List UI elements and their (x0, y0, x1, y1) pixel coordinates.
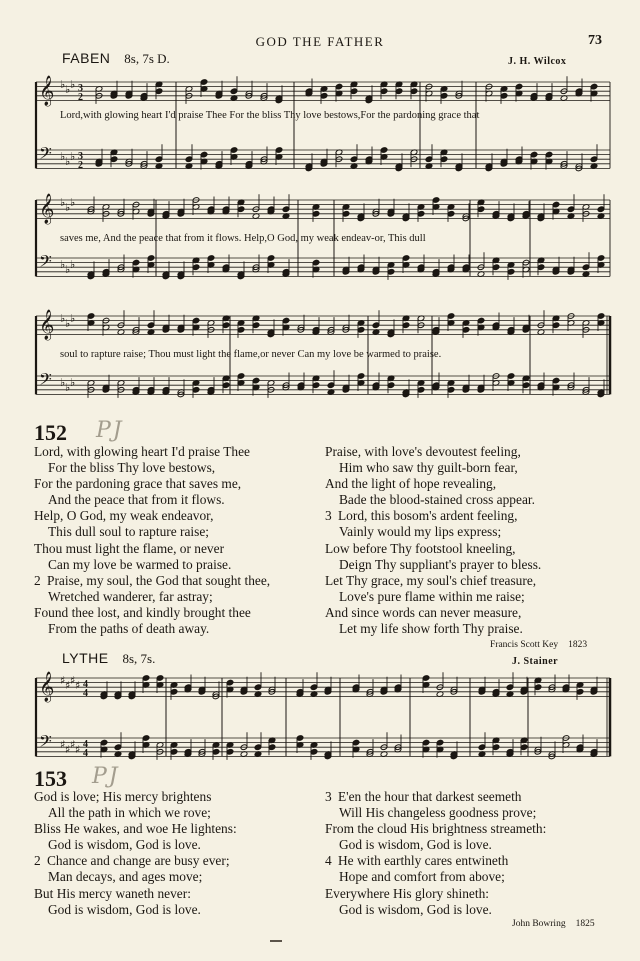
verse-line (325, 886, 546, 902)
music-system-3 (0, 308, 640, 418)
svg-text:♭: ♭ (65, 381, 71, 394)
svg-text:2: 2 (78, 92, 83, 103)
verse-number: 3 (325, 508, 332, 524)
tune-heading-lythe (62, 650, 155, 667)
verse-text: Bliss He wakes, and woe He lightens: (34, 821, 237, 837)
svg-text:3: 3 (78, 151, 83, 162)
svg-text:♭: ♭ (60, 376, 66, 389)
tune-meter: 8s, 7s D. (124, 51, 170, 66)
verse-line (325, 805, 546, 821)
pencil-annotation: PJ (96, 418, 124, 443)
verse-text: Let Thy grace, my soul's chief treasure, (325, 572, 537, 588)
svg-text:♭: ♭ (65, 155, 71, 168)
verse-text: But His mercy waneth never: (34, 885, 191, 901)
verse-text: Will His changeless goodness prove; (339, 805, 537, 821)
svg-text:♭: ♭ (60, 312, 66, 325)
svg-text:♭: ♭ (70, 312, 76, 325)
verse-line (325, 605, 541, 621)
svg-text:♯: ♯ (60, 738, 66, 751)
running-head: GOD THE FATHER (255, 34, 385, 49)
verse-number: 4 (325, 853, 332, 869)
verse-text: And since words can never measure, (325, 604, 522, 620)
svg-text:♭: ♭ (70, 150, 76, 163)
svg-text:♭: ♭ (65, 263, 71, 276)
verse-text: Lord, this bosom's ardent feeling, (338, 508, 518, 524)
verse-line (325, 476, 541, 492)
verse-text: God is wisdom, God is love. (339, 901, 492, 917)
verse-line (34, 444, 270, 460)
svg-text:♭: ♭ (70, 258, 76, 271)
page-mark (270, 940, 282, 942)
verse-line (325, 557, 541, 573)
svg-text:♯: ♯ (60, 674, 66, 687)
verse-text: God is wisdom, God is love. (339, 837, 492, 853)
verse-line (325, 573, 541, 589)
verse-line (325, 460, 541, 476)
svg-text:♭: ♭ (60, 258, 66, 271)
verse-text: Chance and change are busy ever; (47, 853, 230, 869)
hymn-number-153: 153 (34, 766, 67, 791)
svg-text:𝄞: 𝄞 (39, 672, 55, 702)
verse-number: 2 (34, 572, 41, 588)
verse-line (34, 557, 270, 573)
svg-text:♯: ♯ (70, 738, 76, 751)
verse-line (34, 789, 237, 805)
verse-text: And the light of hope revealing, (325, 476, 497, 492)
verse-line (34, 524, 270, 540)
svg-text:4: 4 (83, 688, 88, 699)
verse-number: 3 (325, 789, 332, 804)
svg-text:♭: ♭ (65, 317, 71, 330)
verse-line (325, 869, 546, 885)
verse-text: And the peace that from it flows. (48, 492, 225, 508)
verse-line (325, 444, 541, 460)
verse-line (34, 902, 237, 918)
verse-line (34, 621, 270, 637)
verse-line (34, 869, 237, 885)
verse-line (325, 508, 541, 524)
verse-text: Deign Thy suppliant's prayer to bless. (339, 556, 542, 572)
verse-text: From the paths of death away. (48, 621, 210, 637)
verse-text: Hope and comfort from above; (339, 869, 505, 885)
svg-text:♭: ♭ (60, 78, 66, 91)
verse-line (34, 821, 237, 837)
underlay-line-1: Lord,with glowing heart I'd praise Thee For the bliss Thy love bestows,For the pardoning grace that (60, 110, 480, 121)
svg-text:♭: ♭ (60, 150, 66, 163)
verse-line (34, 886, 237, 902)
verse-text: For the pardoning grace that saves me, (34, 476, 242, 492)
verse-text: Thou must light the flame, or never (34, 540, 225, 556)
verse-line (325, 621, 541, 637)
composer-credit: J. Stainer (512, 656, 559, 667)
verse-text: Everywhere His glory shineth: (325, 885, 489, 901)
svg-text:♭: ♭ (60, 196, 66, 209)
hymn-152-verses-left (34, 444, 270, 637)
svg-text:2: 2 (78, 160, 83, 171)
verse-line (34, 460, 270, 476)
svg-text:♯: ♯ (75, 679, 81, 692)
svg-text:♭: ♭ (70, 196, 76, 209)
verse-text: From the cloud His brightness streameth: (325, 821, 547, 837)
tune-meter: 8s, 7s. (122, 651, 156, 666)
verse-line (34, 837, 237, 853)
verse-number: 2 (34, 853, 41, 869)
verse-text: Wretched wanderer, far astray; (48, 588, 213, 604)
tune-heading-faben (62, 50, 170, 67)
verse-text: E'en the hour that darkest seemeth (338, 789, 522, 804)
verse-line (34, 541, 270, 557)
verse-text: Love's pure flame within me raise; (339, 588, 525, 604)
verse-line (325, 821, 546, 837)
verse-text: Help, O God, my weak endeavor, (34, 508, 214, 524)
verse-text: He with earthly cares entwineth (338, 853, 509, 869)
svg-text:♭: ♭ (70, 78, 76, 91)
hymn-152-verses-right (325, 444, 541, 637)
svg-text:𝄢: 𝄢 (39, 143, 52, 167)
svg-text:𝄞: 𝄞 (39, 310, 55, 340)
verse-text: Him who saw thy guilt-born fear, (339, 460, 518, 476)
page-number: 73 (588, 33, 602, 48)
verse-line (34, 853, 237, 869)
verse-line (325, 524, 541, 540)
composer-credit: J. H. Wilcox (508, 56, 567, 67)
verse-line (325, 789, 546, 805)
svg-text:♯: ♯ (65, 743, 71, 756)
music-system-1 (0, 70, 640, 180)
svg-text:𝄢: 𝄢 (39, 369, 52, 393)
verse-text: Vainly would my lips express; (339, 524, 502, 540)
verse-line (34, 492, 270, 508)
verse-text: For the bliss Thy love bestows, (48, 460, 216, 476)
svg-text:𝄞: 𝄞 (39, 76, 55, 106)
svg-text:4: 4 (83, 748, 88, 759)
verse-line (34, 605, 270, 621)
author-name: John Bowring (512, 919, 566, 929)
pencil-annotation: PJ (92, 764, 120, 789)
verse-text: Praise, with love's devoutest feeling, (325, 444, 521, 459)
verse-line (34, 573, 270, 589)
hymn-number-152: 152 (34, 420, 67, 445)
verse-text: Let my life show forth Thy praise. (339, 621, 523, 637)
verse-text: God is wisdom, God is love. (48, 837, 201, 853)
verse-text: God is wisdom, God is love. (48, 901, 201, 917)
svg-text:♭: ♭ (65, 83, 71, 96)
svg-text:𝄞: 𝄞 (39, 194, 55, 224)
verse-text: Found thee lost, and kindly brought thee (34, 604, 251, 620)
verse-text: Man decays, and ages move; (48, 869, 203, 885)
verse-line (34, 589, 270, 605)
verse-line (325, 853, 546, 869)
svg-text:4: 4 (83, 679, 88, 690)
svg-text:4: 4 (83, 739, 88, 750)
verse-line (325, 492, 541, 508)
verse-text: Lord, with glowing heart I'd praise Thee (34, 444, 250, 459)
author-year: 1823 (568, 640, 588, 650)
svg-text:♯: ♯ (65, 679, 71, 692)
verse-text: Low before Thy footstool kneeling, (325, 540, 516, 556)
verse-line (325, 902, 546, 918)
author-credit-153 (512, 919, 595, 929)
svg-text:𝄢: 𝄢 (39, 251, 52, 275)
verse-line (34, 476, 270, 492)
hymn-153-verses-left (34, 789, 237, 918)
verse-text: Bade the blood-stained cross appear. (339, 492, 535, 508)
verse-line (325, 541, 541, 557)
svg-text:♭: ♭ (65, 201, 71, 214)
svg-text:♭: ♭ (70, 376, 76, 389)
author-name: Francis Scott Key (490, 640, 559, 650)
svg-text:𝄢: 𝄢 (39, 731, 52, 755)
verse-text: Praise, my soul, the God that sought thee, (47, 572, 271, 588)
verse-line (34, 508, 270, 524)
verse-line (325, 837, 546, 853)
author-year: 1825 (575, 919, 595, 929)
verse-text: This dull soul to rapture raise; (48, 524, 210, 540)
hymn-153-verses-right (325, 789, 546, 918)
verse-line (325, 589, 541, 605)
svg-text:3: 3 (78, 83, 83, 94)
underlay-line-3: soul to rapture raise; Thou must light the flame,or never Can my love be warmed to praise. (60, 349, 442, 360)
svg-text:♯: ♯ (70, 674, 76, 687)
svg-text:♯: ♯ (75, 743, 81, 756)
verse-text: God is love; His mercy brightens (34, 789, 212, 804)
verse-text: Can my love be warmed to praise. (48, 556, 232, 572)
verse-line (34, 805, 237, 821)
verse-text: All the path in which we rove; (48, 805, 211, 821)
tune-name: FABEN (62, 50, 111, 66)
author-credit-152 (490, 640, 587, 650)
underlay-line-2: saves me, And the peace that from it flows. Help,O God, my weak endeav-or, This dull (60, 233, 426, 244)
tune-name: LYTHE (62, 650, 109, 666)
music-system-2 (0, 190, 640, 300)
